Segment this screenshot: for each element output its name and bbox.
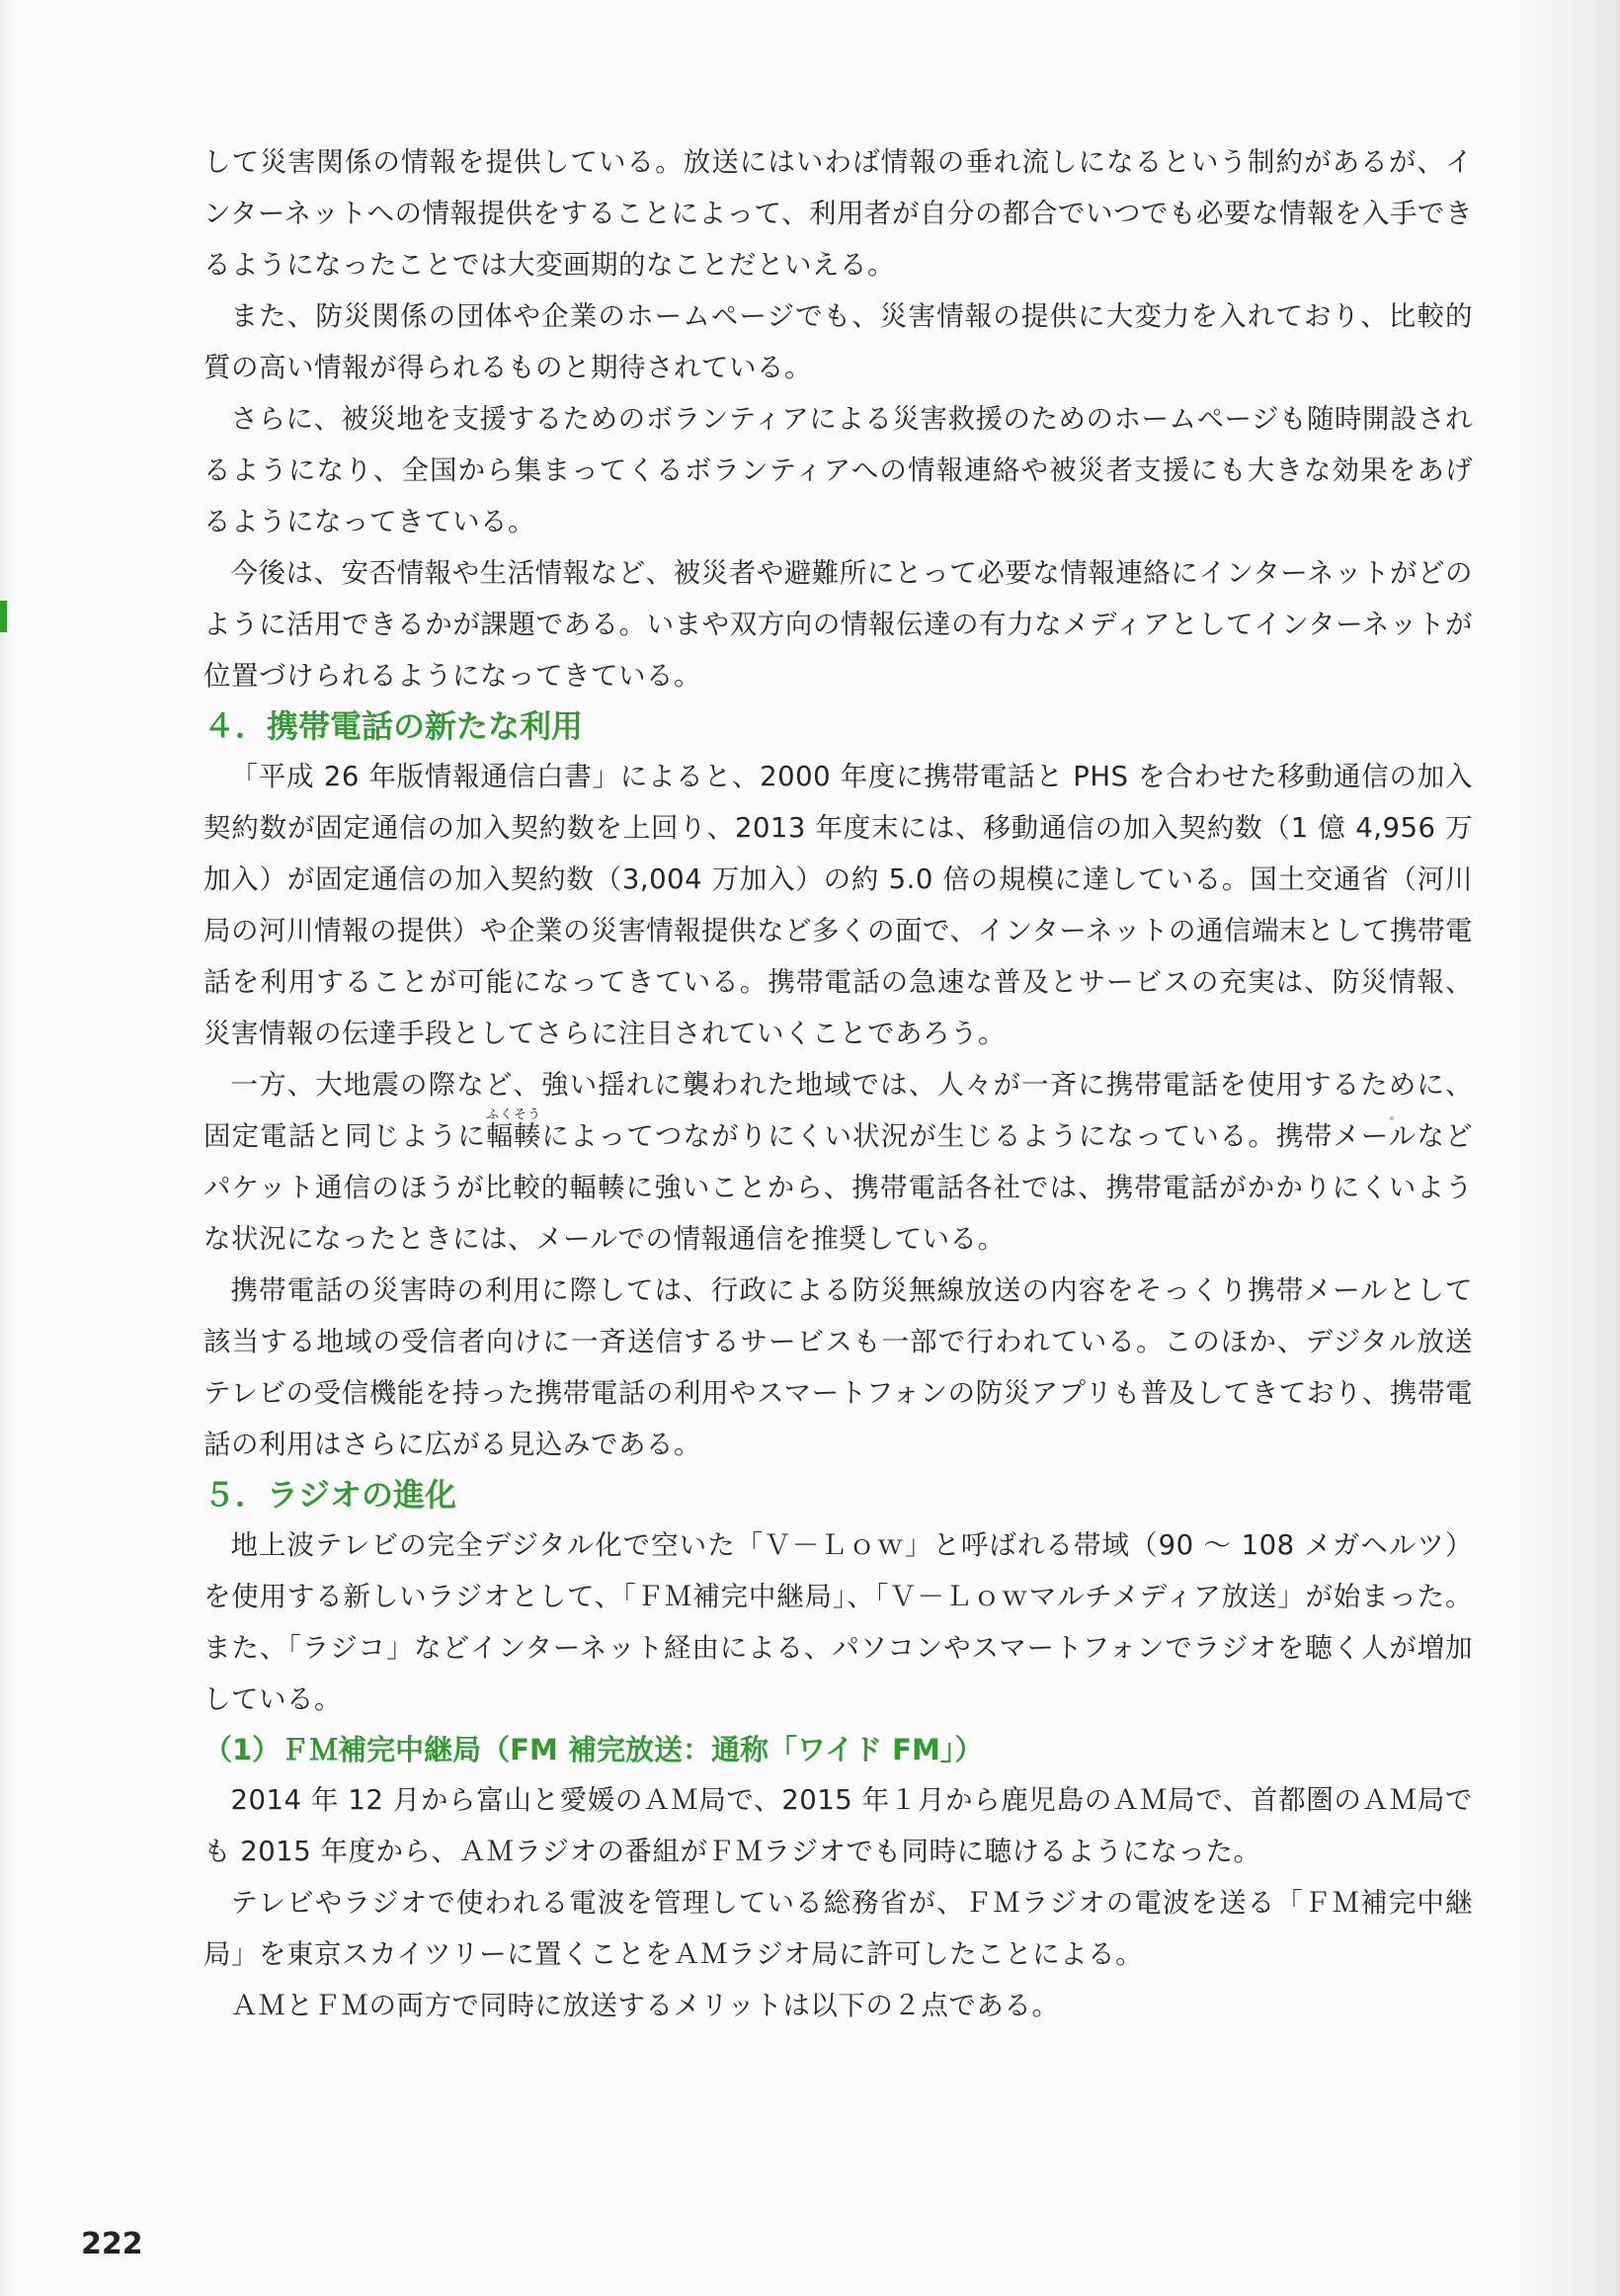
ruby-base: 輻輳 [485,1120,541,1152]
margin-tab-marker [0,601,7,632]
section-heading-mobile: ４．携帯電話の新たな利用 [203,707,584,745]
ruby-word [485,1107,541,1152]
body-paragraph: して災害関係の情報を提供している。放送にはいわば情報の垂れ流しになるという制約があるが、インターネットへの情報提供をすることによって、利用者が自分の都合でいつでも必要な情報を入手できるようになったことでは大変画期的なことだといえる。 [203,146,1473,281]
page-right-shadow [1511,0,1620,2296]
body-paragraph: 「平成 26 年版情報通信白書」によると、2000 年度に携帯電話と PHS を合わせた移動通信の加入契約数が固定通信の加入契約数を上回り、2013 年度末には、移動通信の加入契約数（1 億 4,956 万加入）が固定通信の加入契約数（3,004 万加入）の約 5.0 倍の規模に達している。国土交通省（河川局の河川情報の提供）や企業の災害情報提供など多くの面で、インターネットの通信端末として携帯電話を利用することが可能になってきている。携帯電話の急速な普及とサービスの充実は、防災情報、災害情報の伝達手段としてさらに注目されていくことであろう。 [203,761,1473,1049]
page-body [203,136,1473,2031]
subsection-heading-fm: （1）ＦＭ補完中継局（FM 補完放送：通称「ワイド FM」） [203,1733,984,1766]
page-number: 222 [81,2227,143,2261]
body-paragraph: テレビやラジオで使われる電波を管理している総務省が、ＦＭラジオの電波を送る「ＦＭ補完中継局」を東京スカイツリーに置くことをＡＭラジオ局に許可したことによる。 [203,1887,1473,1970]
body-paragraph: 2014 年 12 月から富山と愛媛のＡＭ局で、2015 年１月から鹿児島のＡＭ局で、首都圏のＡＭ局でも 2015 年度から、ＡＭラジオの番組がＦＭラジオでも同時に聴けるようになった。 [203,1784,1473,1867]
body-paragraph: 携帯電話の災害時の利用に際しては、行政による防災無線放送の内容をそっくり携帯メールとして該当する地域の受信者向けに一斉送信するサービスも一部で行われている。このほか、デジタル放送テレビの受信機能を持った携帯電話の利用やスマートフォンの防災アプリも普及してきており、携帯電話の利用はさらに広がる見込みである。 [203,1274,1473,1460]
body-paragraph: 今後は、安否情報や生活情報など、被災者や避難所にとって必要な情報連絡にインターネットがどのように活用できるかが課題である。いまや双方向の情報伝達の有力なメディアとしてインターネットが位置づけられるようになってきている。 [203,557,1473,692]
body-paragraph-ruby [203,1059,1473,1265]
body-paragraph: また、防災関係の団体や企業のホームページでも、災害情報の提供に大変力を入れており、比較的質の高い情報が得られるものと期待されている。 [203,300,1473,383]
page-left-shadow [0,0,14,2296]
body-paragraph: ＡＭとＦＭの両方で同時に放送するメリットは以下の２点である。 [230,1990,1060,2021]
section-heading-radio: ５．ラジオの進化 [203,1476,457,1514]
para-text-before: 一方、大地震の際など、強い揺れに襲われた地域では、人々が一斉に携帯電話を使用するために、固定電話と同じように [203,1069,1473,1152]
body-paragraph: さらに、被災地を支援するためのボランティアによる災害救援のためのホームページも随時開設されるようになり、全国から集まってくるボランティアへの情報連絡や被災者支援にも大きな効果をあげるようになってきている。 [203,403,1473,537]
para-text-after: によってつながりにくい状況が生じるようになっている。携帯メールなどパケット通信のほうが比較的輻輳に強いことから、携帯電話各社では、携帯電話がかかりにくいような状況になったときには、メールでの情報通信を推奨している。 [203,1120,1473,1255]
body-paragraph: 地上波テレビの完全デジタル化で空いた「Ｖ－Ｌｏｗ」と呼ばれる帯域（90 ～ 108 メガヘルツ）を使用する新しいラジオとして、「ＦＭ補完中継局」、「Ｖ－Ｌｏｗマルチメディア放送」が始まった。また、「ラジコ」などインターネット経由による、パソコンやスマートフォンでラジオを聴く人が増加している。 [203,1529,1473,1715]
ruby-reading: ふくそう [485,1107,541,1122]
